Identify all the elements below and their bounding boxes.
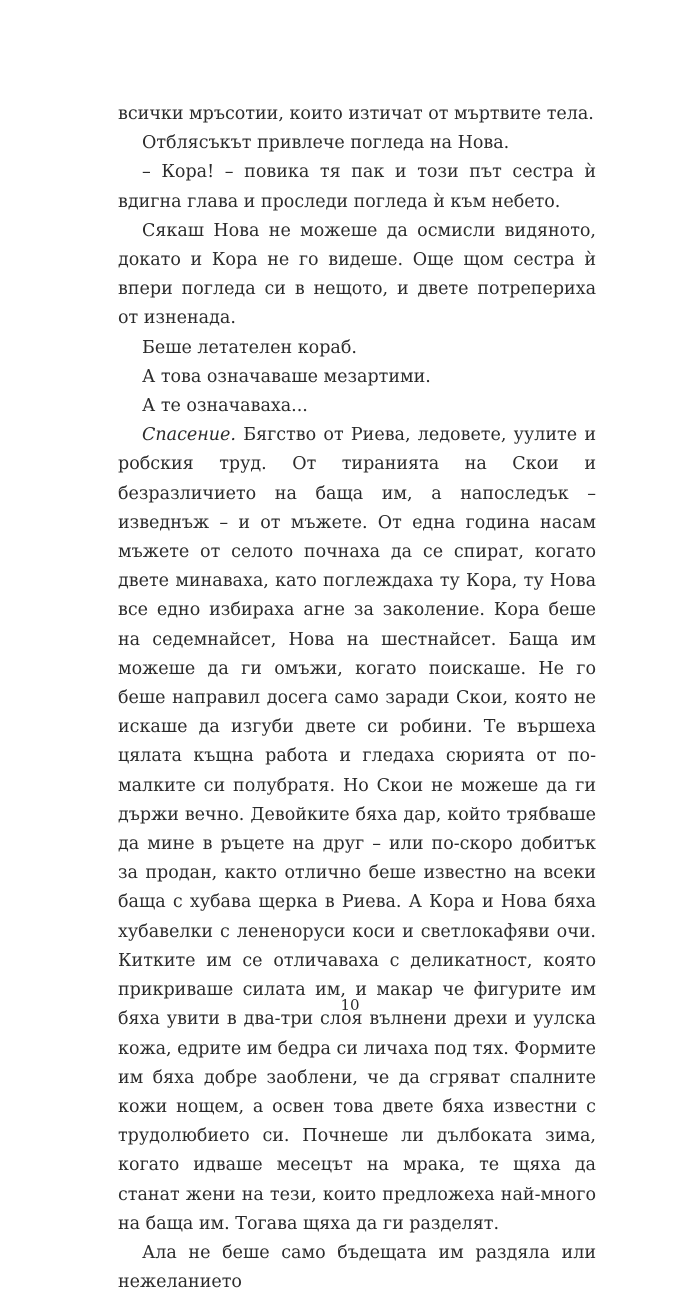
paragraph-dialogue: – Кора! – повика тя пак и този път сестра ѝ вдигна глава и проследи погледа ѝ към небето.	[118, 162, 596, 212]
body-text	[118, 100, 596, 1297]
paragraph-continuation: всички мръсотии, които изтичат от мъртвите тела.	[118, 104, 594, 124]
paragraph-long	[118, 421, 596, 1239]
paragraph: Сякаш Нова не можеше да осмисли видяното, докато и Кора не го видеше. Още щом сестра ѝ впери погледа си в нещото, и двете потрепериха от изненада.	[118, 220, 596, 329]
paragraph: Беше летателен кораб.	[142, 337, 357, 358]
paragraph: А това означаваше мезартими.	[142, 366, 431, 387]
paragraph-continues: Ала не беше само бъдещата им раздяла или нежеланието	[118, 1242, 596, 1293]
paragraph: А те означаваха...	[142, 396, 308, 417]
paragraph-long-text: Бягство от Риева, ледовете, уулите и робския труд. От тиранията на Скои и безразличието на баща им, а напоследък – изведнъж – и от мъжете. От една година насам мъжете от селото почнаха да се спират, когато двете минаваха, като поглеждаха ту Кора, ту Нова все едно избираха агне за заколение. Кора беше на седемнайсет, Нова на шестнайсет. Баща им можеше да ги омъжи, когато поискаше. Не го беше направил досега само заради Скои, която не искаше да изгуби двете си робини. Те вършеха цялата къщна работа и гледаха сюрията от по-малките си полубратя. Но Скои не можеше да ги държи вечно. Девойките бяха дар, който трябваше да мине в ръцете на друг – или по-скоро добитък за продан, както отлично беше известно на всеки баща с хубава щерка в Риева. А Кора и Нова бяха хубавелки с лененоруси коси и светлокафяви очи. Китките им се отличаваха с деликатност, която прикриваше силата им, и макар че фигурите им бяха увити в два-три слоя вълнени дрехи и уулска кожа, едрите им бедра си личаха под тях. Формите им бяха добре заоблени, че да сгряват спалните кожи нощем, а освен това двете бяха известни с трудолюбието си. Почнеше ли дълбоката зима, когато идваше месецът на мрака, те щяха да станат жени на тези, които предложеха най-много на баща им. Тогава щяха да ги разделят.	[118, 425, 596, 1234]
italic-lead-word: Спасение.	[142, 425, 236, 446]
page-number: 10	[340, 996, 360, 1014]
paragraph: Отблясъкът привлече погледа на Нова.	[142, 133, 510, 154]
